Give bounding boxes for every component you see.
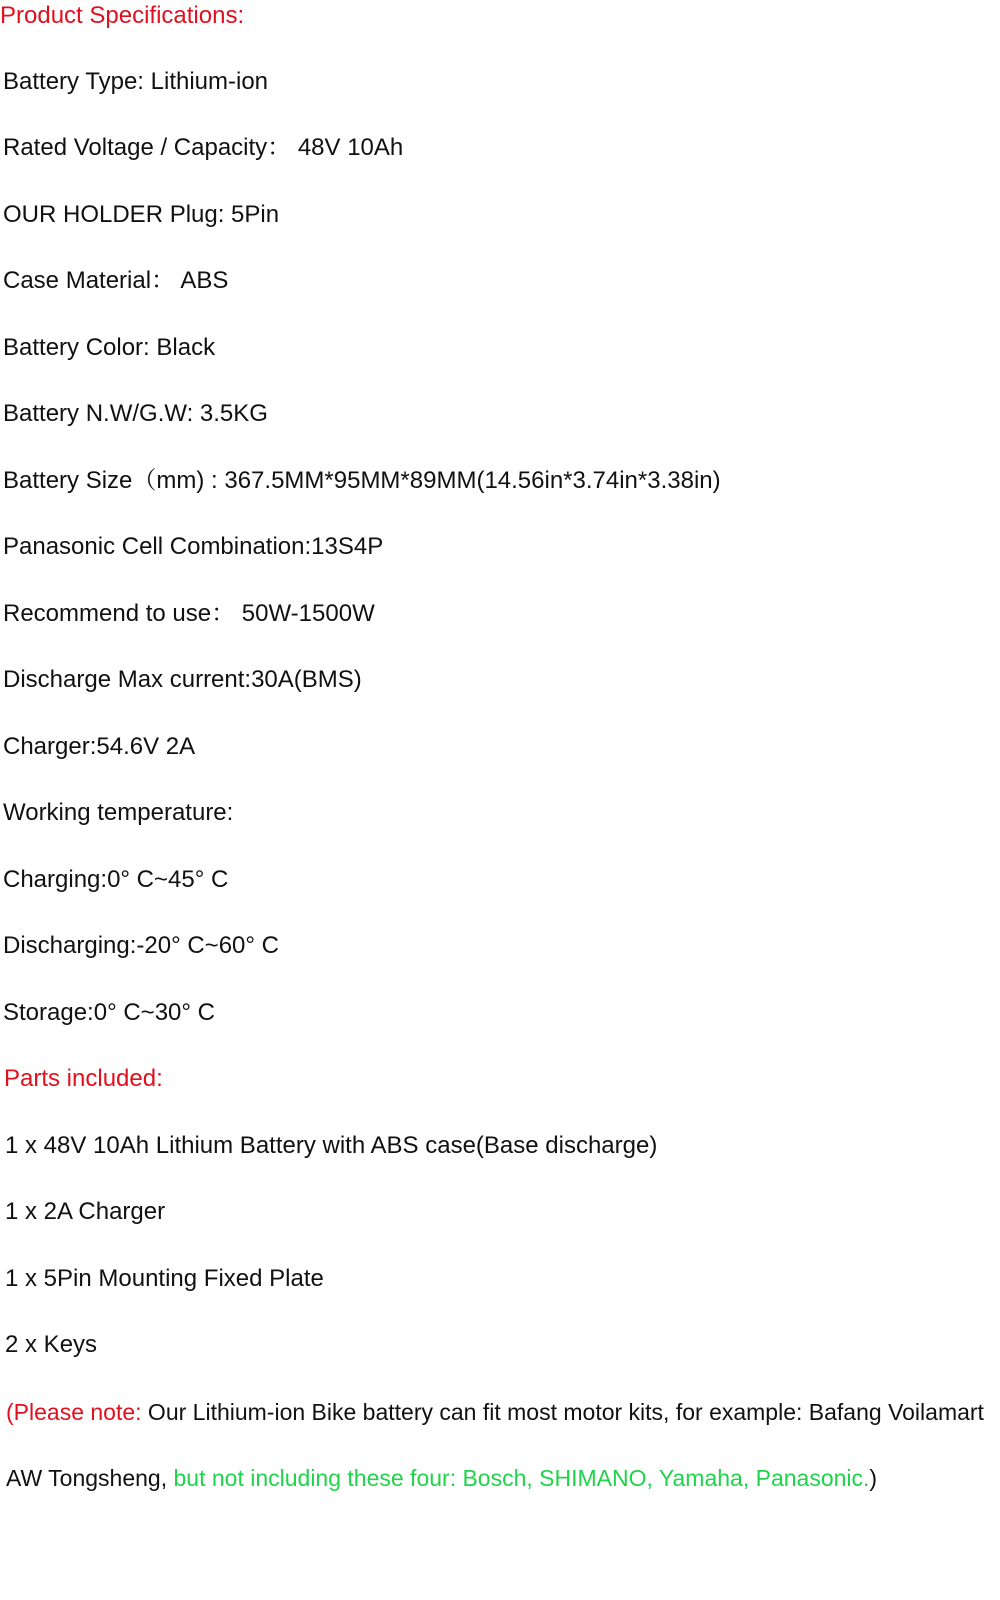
spec-rated-voltage-capacity: Rated Voltage / Capacity： 48V 10Ah (3, 134, 404, 161)
part-mounting-plate: 1 x 5Pin Mounting Fixed Plate (5, 1265, 324, 1292)
note-exclusion: but not including these four: Bosch, SHIMANO, Yamaha, Panasonic. (173, 1465, 870, 1491)
note-open-paren: ( (6, 1399, 14, 1425)
part-battery: 1 x 48V 10Ah Lithium Battery with ABS case(Base discharge) (5, 1132, 658, 1159)
spec-case-material: Case Material： ABS (3, 267, 229, 294)
note-close-paren: ) (869, 1465, 878, 1491)
spec-discharge-max-current: Discharge Max current:30A(BMS) (3, 666, 362, 693)
spec-holder-plug: OUR HOLDER Plug: 5Pin (3, 201, 280, 228)
spec-battery-size: Battery Size（mm) : 367.5MM*95MM*89MM(14.56in*3.74in*3.38in) (3, 467, 721, 494)
spec-discharging-temperature: Discharging:-20° C~60° C (3, 932, 279, 959)
spec-charger: Charger:54.6V 2A (3, 733, 196, 760)
spec-charging-temperature: Charging:0° C~45° C (3, 866, 229, 893)
spec-battery-color: Battery Color: Black (3, 334, 216, 361)
part-keys: 2 x Keys (5, 1331, 98, 1358)
note-line-1 (6, 1397, 984, 1427)
spec-battery-weight: Battery N.W/G.W: 3.5KG (3, 400, 268, 427)
parts-heading: Parts included: (4, 1065, 163, 1092)
spec-working-temperature: Working temperature: (3, 799, 234, 826)
spec-battery-type: Battery Type: Lithium-ion (3, 68, 269, 95)
part-charger: 1 x 2A Charger (5, 1198, 166, 1225)
note-text-line1: Our Lithium-ion Bike battery can fit most motor kits, for example: Bafang Voilamart (141, 1399, 984, 1425)
spec-recommended-use: Recommend to use： 50W-1500W (3, 600, 375, 627)
spec-storage-temperature: Storage:0° C~30° C (3, 999, 215, 1026)
spec-cell-combination: Panasonic Cell Combination:13S4P (3, 533, 384, 560)
note-label: Please note: (13, 1399, 142, 1425)
specs-heading: Product Specifications: (0, 2, 245, 29)
note-text-line2: AW Tongsheng, (6, 1465, 174, 1491)
note-line-2 (6, 1463, 877, 1493)
